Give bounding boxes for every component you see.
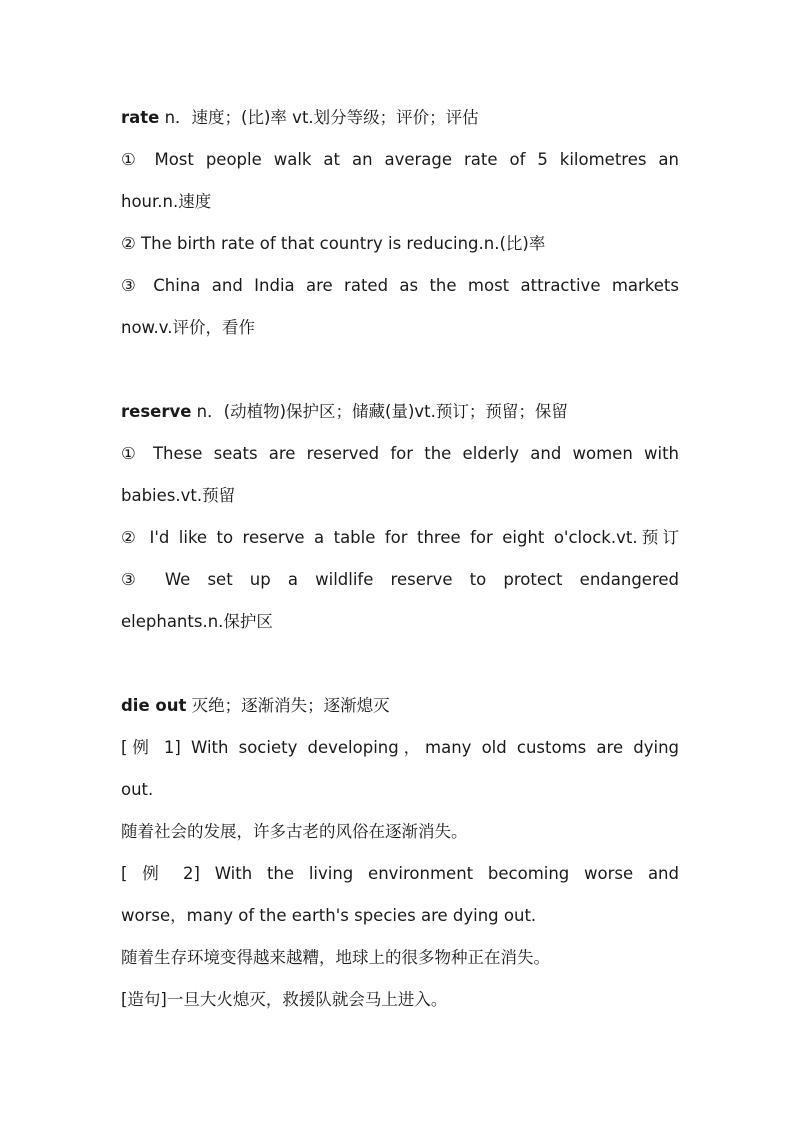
- example-line: babies.vt.预留: [121, 486, 236, 505]
- headword-definition: n．速度；(比)率 vt.划分等级；评价；评估: [159, 108, 479, 127]
- document-content: [121, 97, 679, 1021]
- entry-heading-die-out: [121, 685, 679, 727]
- entry-heading-reserve: [121, 391, 679, 433]
- example-line: ③ China and India are rated as the most attractive markets: [121, 276, 679, 295]
- entry-heading-rate: [121, 97, 679, 139]
- example-line: now.v.评价，看作: [121, 318, 256, 337]
- translation-line: 随着社会的发展，许多古老的风俗在逐渐消失。: [121, 822, 468, 841]
- example-line: ② I'd like to reserve a table for three for eight o'clock.vt.预订: [121, 528, 679, 547]
- translation-line: 随着生存环境变得越来越糟，地球上的很多物种正在消失。: [121, 948, 550, 967]
- example-line: [例 1] With society developing，many old customs are dying: [121, 738, 679, 757]
- example-line: worse，many of the earth's species are dying out.: [121, 906, 537, 925]
- section-gap: [121, 349, 679, 391]
- section-gap: [121, 643, 679, 685]
- example-line: hour.n.速度: [121, 192, 212, 211]
- example-line: ② The birth rate of that country is reducing.n.(比)率: [121, 234, 546, 253]
- sentence-making-line: [造句]一旦大火熄灭，救援队就会马上进入。: [121, 990, 448, 1009]
- example-line: elephants.n.保护区: [121, 612, 273, 631]
- example-line: ① Most people walk at an average rate of 5 kilometres an: [121, 150, 679, 169]
- headword: reserve: [121, 402, 192, 421]
- headword: rate: [121, 108, 160, 127]
- example-line: ① These seats are reserved for the elderly and women with: [121, 444, 679, 463]
- headword-definition: n．(动植物)保护区；储藏(量)vt.预订；预留；保留: [191, 402, 568, 421]
- example-line: [ 例 2] With the living environment becoming worse and: [121, 864, 679, 883]
- example-line: ③ We set up a wildlife reserve to protect endangered: [121, 570, 679, 589]
- headword: die out: [121, 696, 187, 715]
- example-line: out.: [121, 780, 154, 799]
- headword-definition: 灭绝；逐渐消失；逐渐熄灭: [186, 696, 390, 715]
